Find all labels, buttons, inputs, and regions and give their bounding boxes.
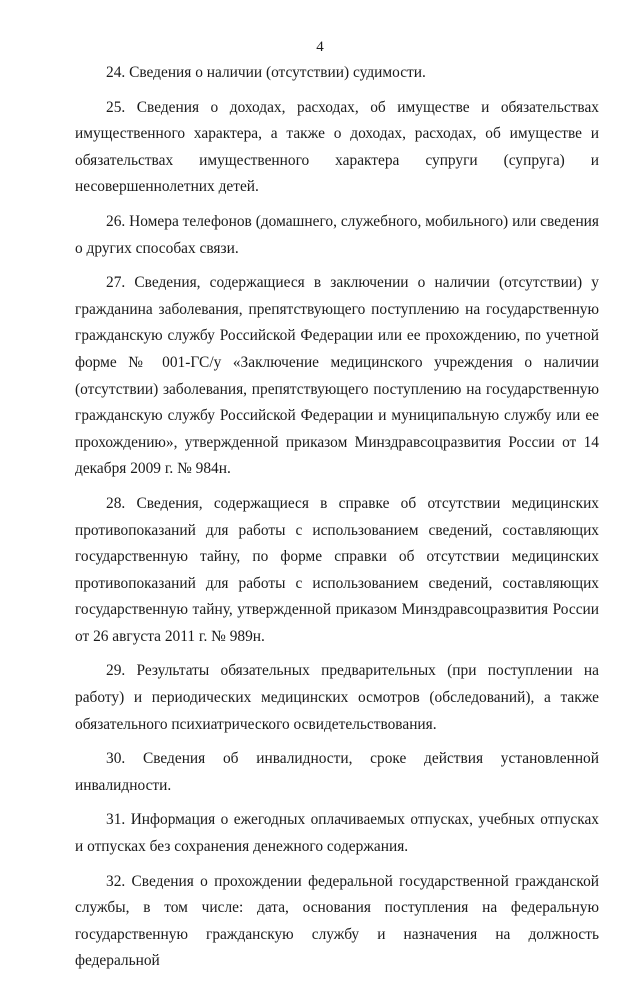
paragraph-29: 29. Результаты обязательных предварительных (при поступлении на работу) и периодических медицинских осмотров (обследований), а также обязательного психиатрического освидетельствования. — [75, 662, 599, 733]
paragraph-24: 24. Сведения о наличии (отсутствии) судимости. — [106, 64, 426, 81]
paragraph-28: 28. Сведения, содержащиеся в справке об отсутствии медицинских противопоказаний для работы с использованием сведений, составляющих государственную тайну, по форме справки об отсутствии медицинских противопоказаний для работы с использованием сведений, составляющих государственную тайну, утвержденной приказом Минздравсоцразвития России от 26 августа 2011 г. № 989н. — [75, 494, 599, 645]
paragraph-32: 32. Сведения о прохождении федеральной государственной гражданской службы, в том числе: дата, основания поступления на федеральную государственную гражданскую службу и назначения на должность федеральной — [75, 872, 599, 970]
paragraph-26: 26. Номера телефонов (домашнего, служебного, мобильного) или сведения о других способах связи. — [75, 212, 599, 257]
paragraph-27: 27. Сведения, содержащиеся в заключении о наличии (отсутствии) у гражданина заболевания, препятствующего поступлению на государственную гражданскую службу Российской Федерации или ее прохождению, по учетной форме № 001-ГС/у «Заключение медицинского учреждения о наличии (отсутствии) заболевания, препятствующего поступлению на государственную гражданскую службу Российской Федерации и муниципальную службу или ее прохождению», утвержденной приказом Минздравсоцразвития России от 14 декабря 2009 г. № 984н. — [75, 274, 599, 478]
paragraph-25: 25. Сведения о доходах, расходах, об имуществе и обязательствах имущественного характера, а также о доходах, расходах, об имуществе и обязательствах имущественного характера супруги (супруга) и несовершеннолетних детей. — [75, 98, 599, 196]
paragraph-30: 30. Сведения об инвалидности, сроке действия установленной инвалидности. — [75, 750, 599, 794]
paragraph-31: 31. Информация о ежегодных оплачиваемых отпусках, учебных отпусках и отпусках без сохранения денежного содержания. — [75, 811, 599, 856]
page-number: 4 — [316, 39, 324, 55]
document-body — [75, 60, 599, 983]
